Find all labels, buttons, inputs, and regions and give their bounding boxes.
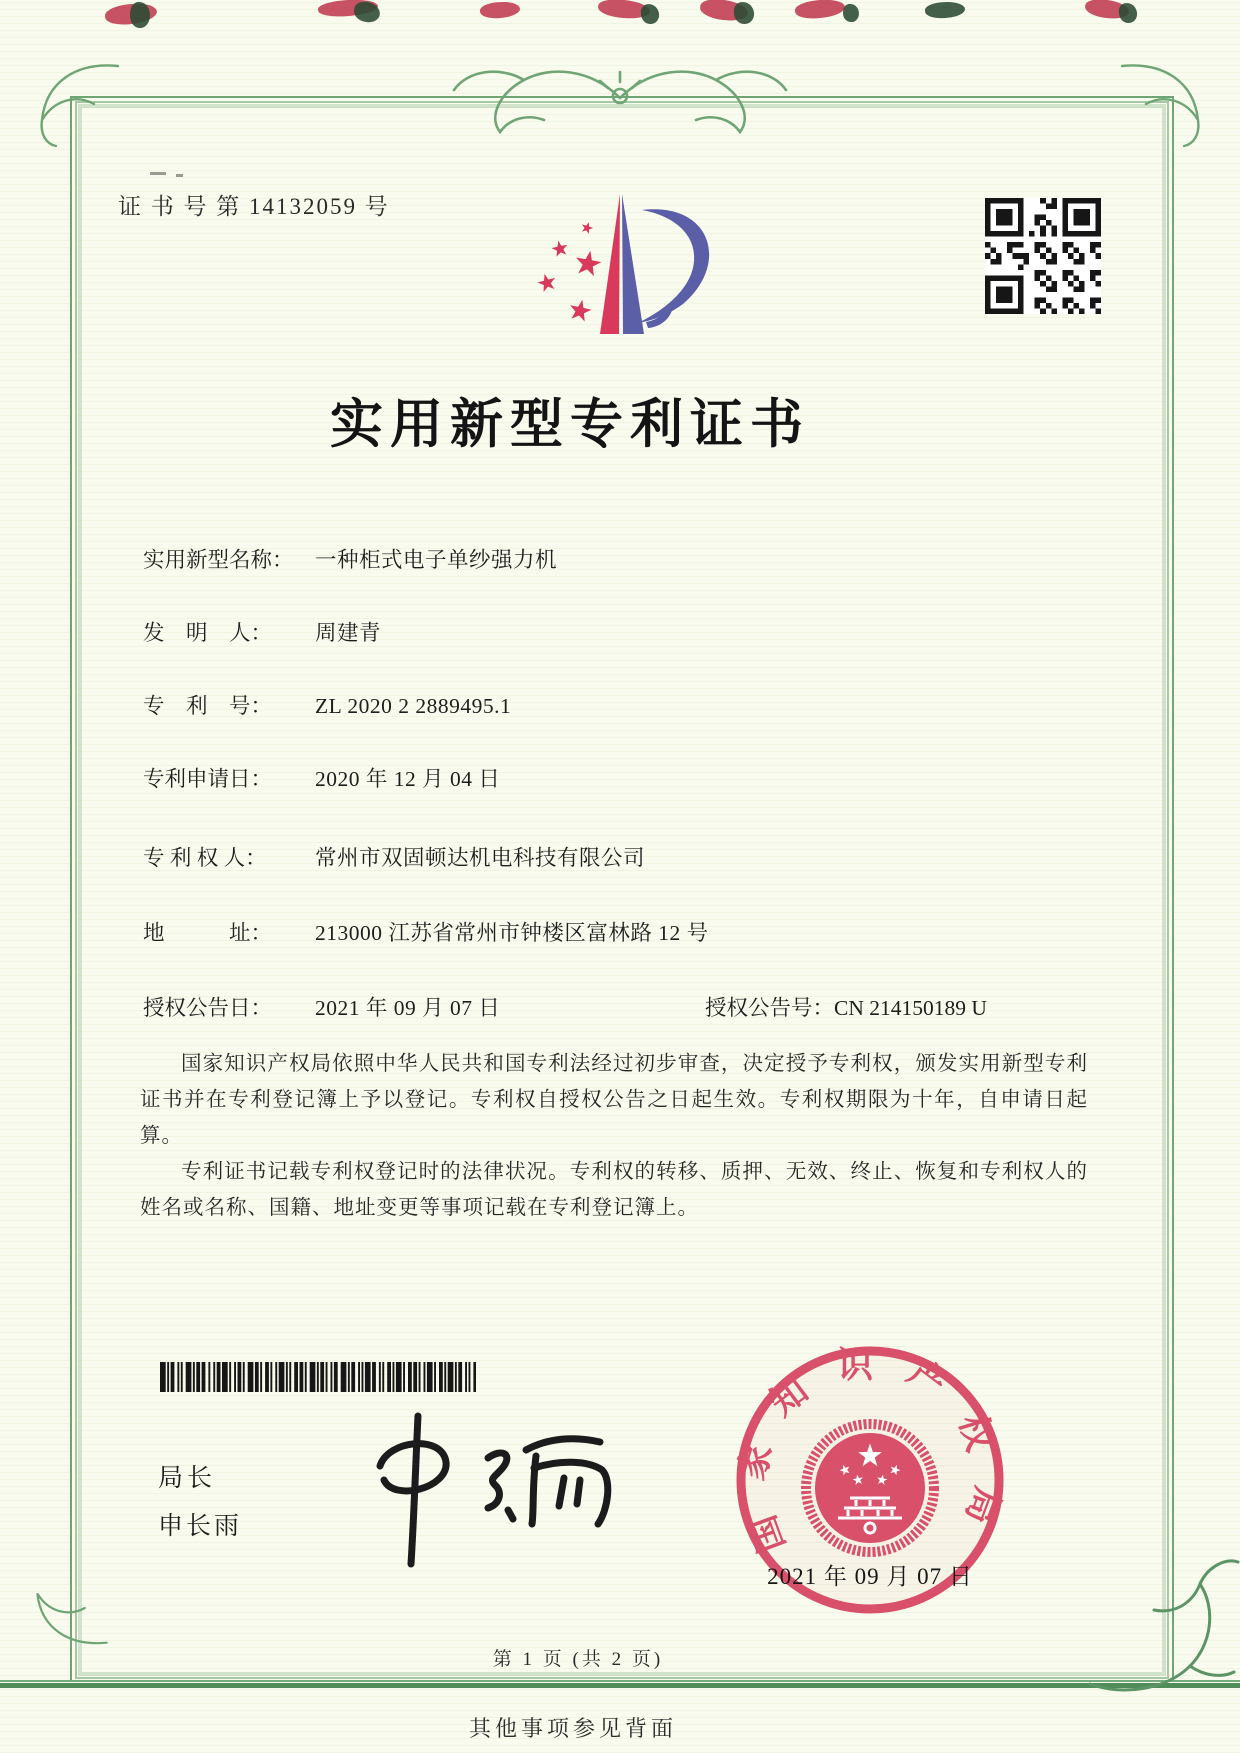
scan-artifact-mark <box>1118 2 1138 23</box>
cnipa-logo <box>470 164 730 347</box>
field-value: 周建青 <box>315 621 382 645</box>
certificate-number: 证 书 号 第 14132059 号 <box>118 194 390 219</box>
corner-ornament-bottom-left <box>30 1566 114 1650</box>
scan-artifact-mark <box>479 0 520 20</box>
field-row-grant-date <box>143 991 1133 1022</box>
scan-artifact-mark <box>733 1 754 24</box>
barcode <box>160 1362 478 1397</box>
field-value: 2021 年 09 月 07 日 <box>315 996 501 1020</box>
field-row-filing-date <box>143 762 1133 793</box>
bottom-border-rule <box>0 1680 1240 1688</box>
seal-arc-text: 国家知识产权局 <box>732 1344 1008 1558</box>
field-value: 一种柜式电子单纱强力机 <box>315 548 558 572</box>
field-label: 授权公告号： <box>705 996 835 1020</box>
legal-paragraph-2: 专利证书记载专利权登记时的法律状况。专利权的转移、质押、无效、终止、恢复和专利权人的姓名或名称、国籍、地址变更等事项记载在专利登记簿上。 <box>140 1161 1088 1219</box>
commissioner-name: 申长雨 <box>158 1513 243 1540</box>
field-value: 213000 江苏省常州市钟楼区富林路 12 号 <box>315 921 709 945</box>
field-label: 发 明 人： <box>143 621 273 645</box>
legal-text <box>140 1046 1088 1226</box>
field-value: ZL 2020 2 2889495.1 <box>315 694 512 718</box>
field-label: 授权公告日： <box>143 996 273 1020</box>
qr-code <box>985 198 1101 319</box>
legal-paragraph-1: 国家知识产权局依照中华人民共和国专利法经过初步审查，决定授予专利权，颁发实用新型专利证书并在专利登记簿上予以登记。专利权自授权公告之日起生效。专利权期限为十年，自申请日起算。 <box>140 1053 1088 1147</box>
field-label: 地 址： <box>143 921 273 945</box>
field-label: 专 利 权 人： <box>143 846 267 870</box>
corner-ornament-bottom-right <box>1082 1556 1240 1706</box>
certificate-title: 实用新型专利证书 <box>330 396 810 454</box>
field-value: 2020 年 12 月 04 日 <box>315 767 501 791</box>
national-emblem-icon <box>806 1424 934 1552</box>
field-label: 实用新型名称： <box>143 548 294 572</box>
field-value: 常州市双固顿达机电科技有限公司 <box>315 846 646 870</box>
commissioner-title: 局长 <box>158 1465 217 1492</box>
field-value: CN 214150189 U <box>834 996 987 1020</box>
grant-announcement-number <box>705 991 987 1022</box>
corner-ornament-top-left <box>34 58 126 150</box>
back-side-note: 其他事项参见背面 <box>468 1716 677 1741</box>
scan-artifact-mark <box>842 3 860 22</box>
page-number: 第 1 页 (共 2 页) <box>492 1649 664 1670</box>
corner-ornament-top-right <box>1114 58 1206 150</box>
field-row-utility-model-name <box>143 543 1133 574</box>
field-row-patentee <box>143 841 1133 872</box>
field-label: 专利申请日： <box>143 767 273 791</box>
field-row-address <box>143 916 1133 947</box>
scan-artifact-mark <box>794 0 846 21</box>
commissioner-signature <box>350 1406 630 1576</box>
scan-artifact-mark <box>924 0 965 19</box>
seal-date: 2021 年 09 月 07 日 <box>767 1564 973 1589</box>
field-row-patent-number <box>143 689 1133 720</box>
field-label: 专 利 号： <box>143 694 273 718</box>
scan-artifact-mark <box>640 3 660 25</box>
top-crest-ornament <box>438 56 802 140</box>
field-row-inventor <box>143 616 1133 647</box>
